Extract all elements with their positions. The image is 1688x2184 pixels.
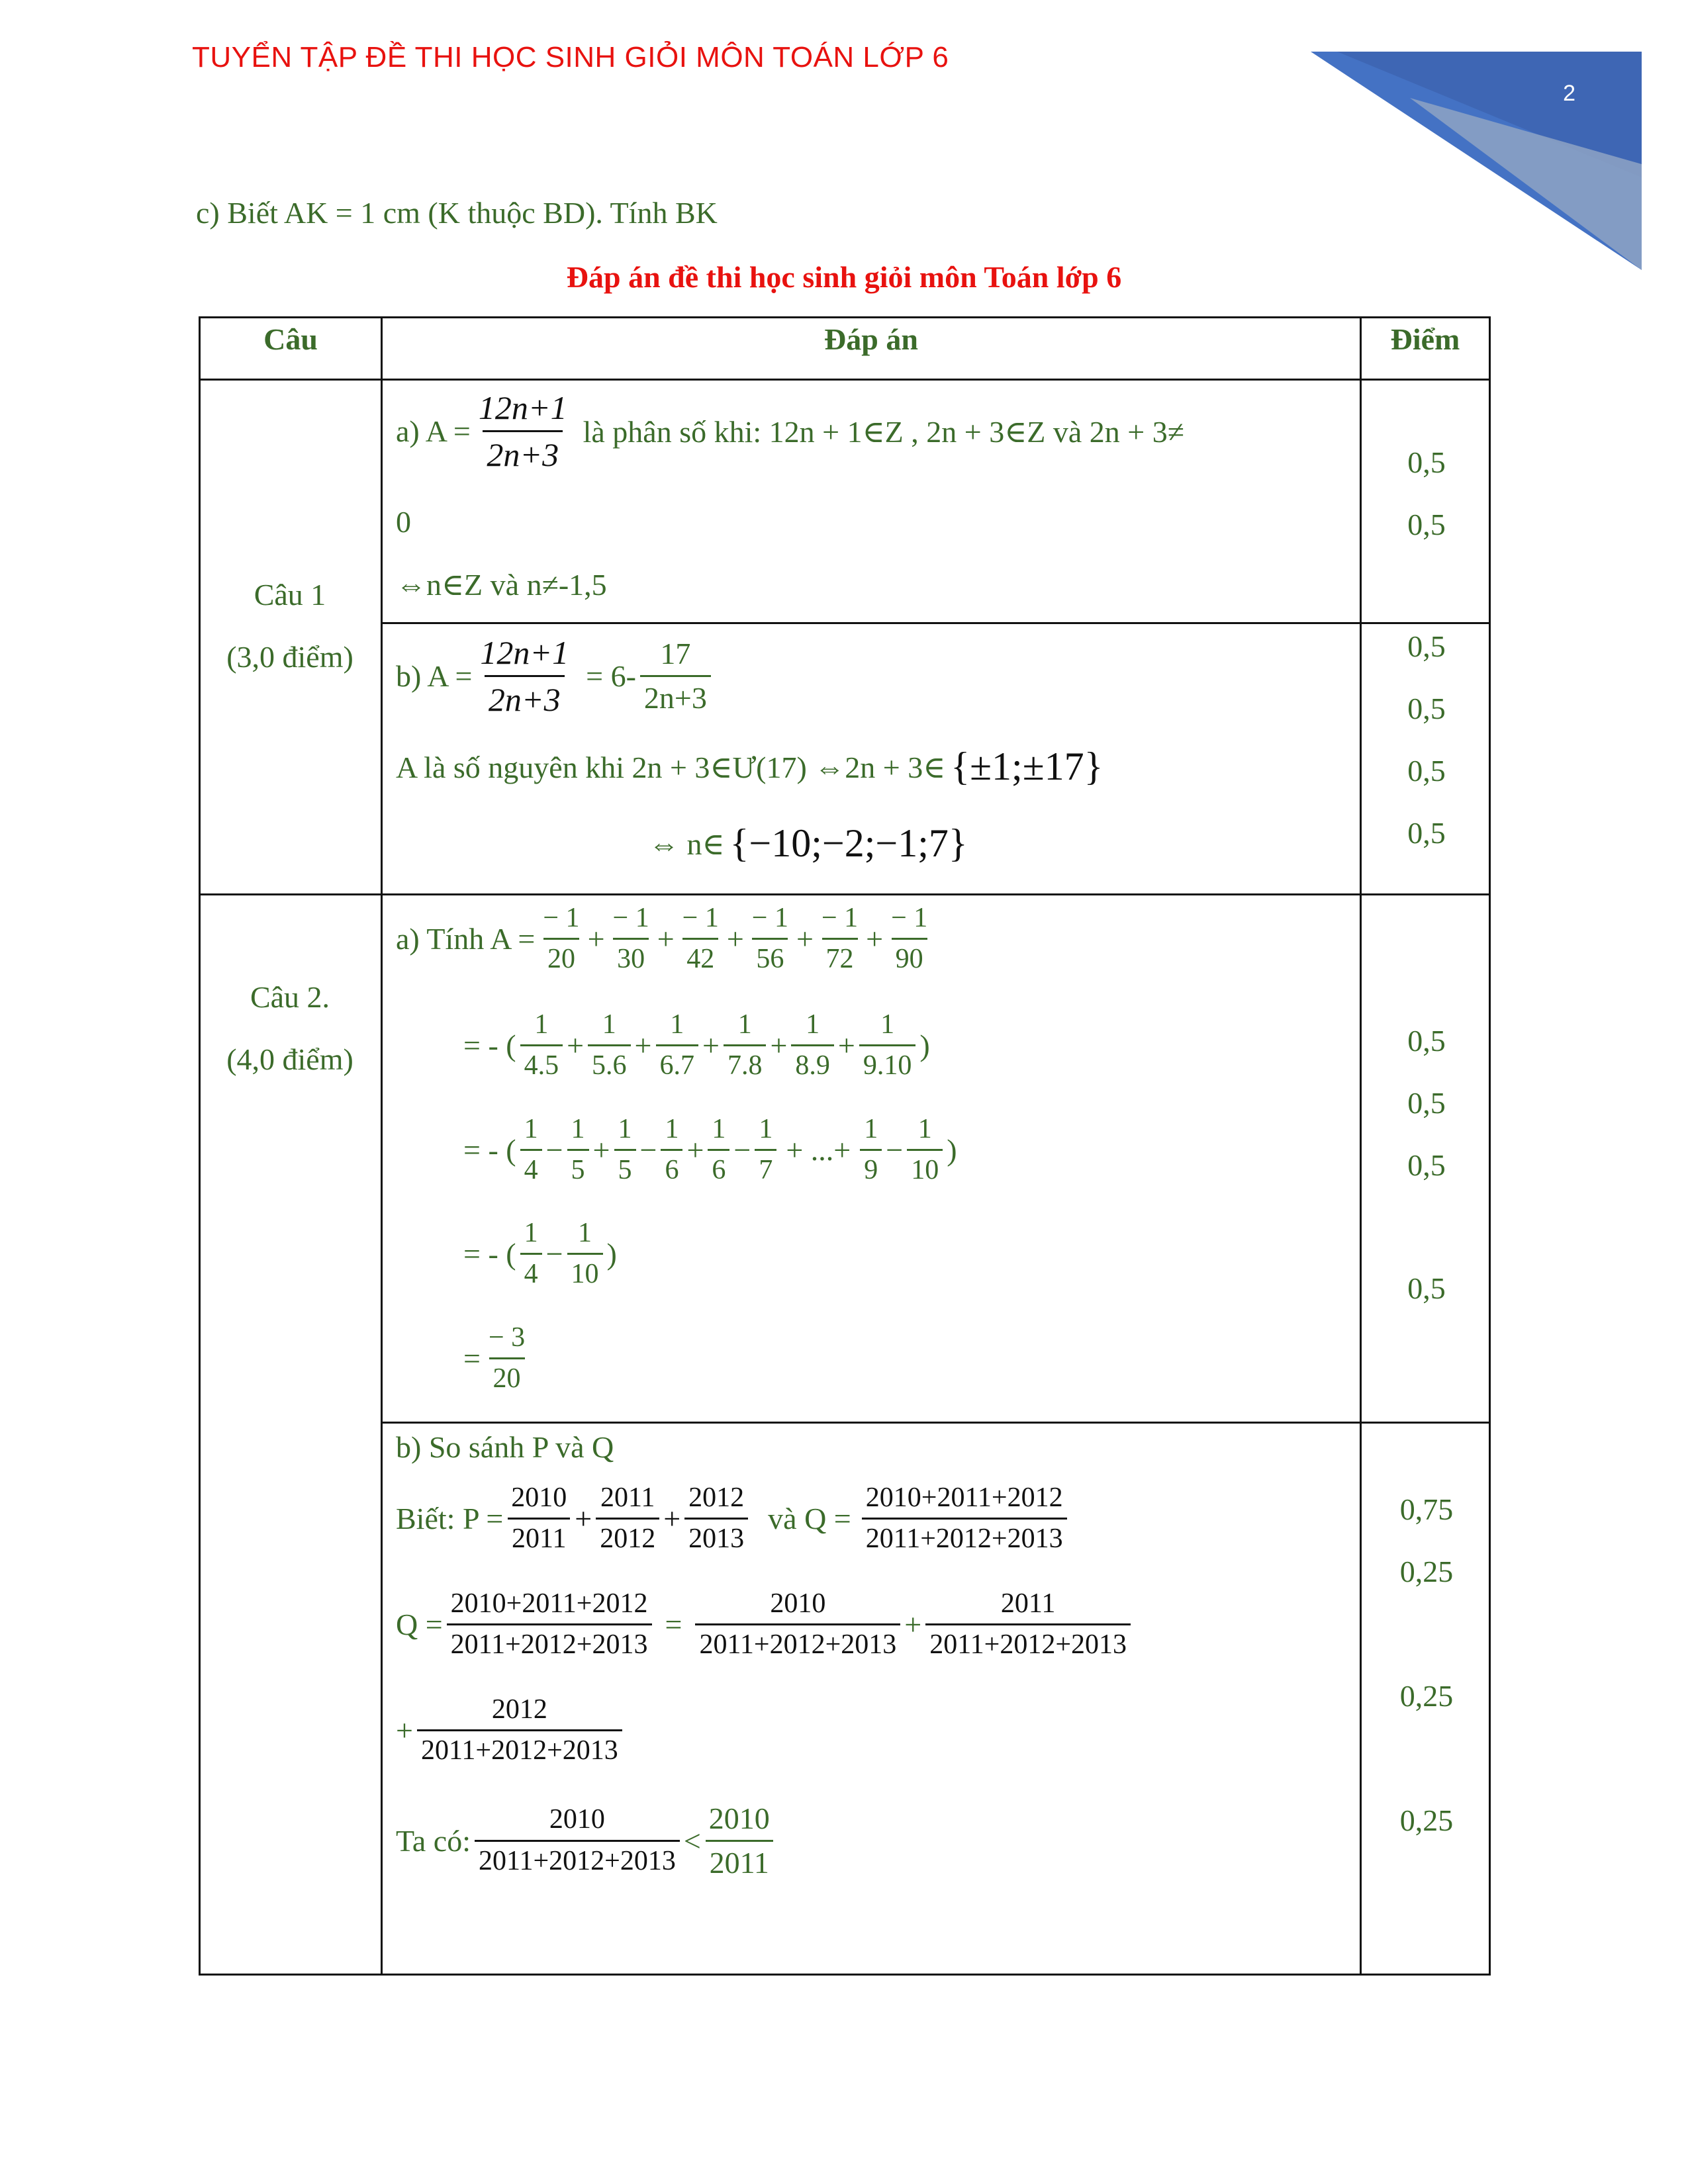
q1-score: 0,5 — [1407, 629, 1446, 663]
q2-label: Câu 2. — [250, 980, 330, 1014]
header-question: Câu — [263, 322, 318, 356]
q1-b-divisors: A là số nguyên khi 2n + 3∈Ư(17) ⇔2n + 3∈ {±1;±17} — [396, 745, 1103, 788]
answer-title: Đáp án đề thi học sinh giỏi môn Toán lớp 6 — [566, 260, 1122, 294]
page-header-title: TUYỂN TẬP ĐỀ THI HỌC SINH GIỎI MÔN TOÁN LỚP 6 — [192, 41, 949, 73]
q2-a-step1: = - ( $\frac{1}{4.5}$ + $\frac{1}{5.6}$ + $\frac{1}{6.7}$ + $\frac{1}{7.8}$ + $\frac{1}{8.9}$ + $\frac{1}{9.10}$ ) — [463, 1009, 930, 1081]
q2-b-title: b) So sánh P và Q — [396, 1430, 614, 1464]
q1-points: (3,0 điểm) — [226, 640, 353, 674]
q1-part-b: b) A = $\frac{12n+1}{2n+3}$ = 6- $\frac{17}{2n+3}$ — [396, 634, 715, 718]
q1-score: 0,5 — [1407, 692, 1446, 725]
q1-b-solution: ⇔ n∈ {−10;−2;−1;7} — [649, 821, 968, 865]
q2-a-step3: = - ( $\frac{1}{4}$ − $\frac{1}{10}$ ) — [463, 1218, 617, 1290]
q1-score: 0,5 — [1407, 816, 1446, 850]
q1-score: 0,5 — [1407, 754, 1446, 788]
q2-score: 0,5 — [1407, 1271, 1446, 1305]
page-number: 2 — [1563, 81, 1575, 106]
corner-decoration — [1311, 52, 1642, 270]
q2-score: 0,5 — [1407, 1148, 1446, 1182]
q2-score: 0,5 — [1407, 1086, 1446, 1120]
q2-score: 0,25 — [1399, 1679, 1454, 1713]
q2-b-given: Biết: P = $\frac{2010}{2011}$ + $\frac{2011}{2012}$ + $\frac{2012}{2013}$ và Q = $\frac{2010+2011+2012}{2011+2012+2013}$ — [396, 1482, 1071, 1555]
header-answer: Đáp án — [824, 322, 918, 356]
q2-score: 0,5 — [1407, 1024, 1446, 1058]
q1-label: Câu 1 — [254, 578, 326, 612]
q2-score: 0,75 — [1399, 1492, 1454, 1526]
q2-score: 0,25 — [1399, 1803, 1454, 1837]
q1-score: 0,5 — [1407, 508, 1446, 541]
q1-a-condition: ⇔n∈Z và n≠-1,5 — [396, 568, 607, 602]
q2-part-a: a) Tính A = $\frac{- 1}{20}$ + $\frac{- 1}{30}$ + $\frac{- 1}{42}$ + $\frac{- 1}{56}$ + $\frac{- 1}{72}$ + $\frac{- 1}{90}$ — [396, 903, 928, 975]
q2-b-q-split-cont: + $\frac{2012}{2011+2012+2013}$ — [396, 1694, 626, 1766]
q2-b-compare: Ta có: $\frac{2010}{2011+2012+2013}$ < $\frac{2010}{2011}$ — [396, 1801, 778, 1880]
q1-a-zero: 0 — [396, 505, 411, 539]
q2-points: (4,0 điểm) — [226, 1042, 353, 1076]
q1-score: 0,5 — [1407, 445, 1446, 479]
intro-question: c) Biết AK = 1 cm (K thuộc BD). Tính BK — [196, 196, 718, 230]
header-score: Điểm — [1390, 322, 1460, 356]
q2-a-step2: = - ( $\frac{1}{4}$ − $\frac{1}{5}$ + $\frac{1}{5}$ − $\frac{1}{6}$ + $\frac{1}{6}$ − $\frac{1}{7}$ + ...+ $\frac{1}{9}$ − $\frac{1}{10}$ ) — [463, 1114, 957, 1186]
q1-part-a: a) A = $\frac{12n+1}{2n+3}$ là phân số khi: 12n + 1∈Z , 2n + 3∈Z và 2n + 3≠ — [396, 389, 1184, 473]
q2-score: 0,25 — [1399, 1555, 1454, 1588]
q2-a-result: = $\frac{- 3}{20}$ — [463, 1322, 526, 1394]
q2-b-q-split: Q = $\frac{2010+2011+2012}{2011+2012+2013}$ = $\frac{2010}{2011+2012+2013}$ + $\frac{2011}{2011+2012+2013}$ — [396, 1588, 1135, 1661]
